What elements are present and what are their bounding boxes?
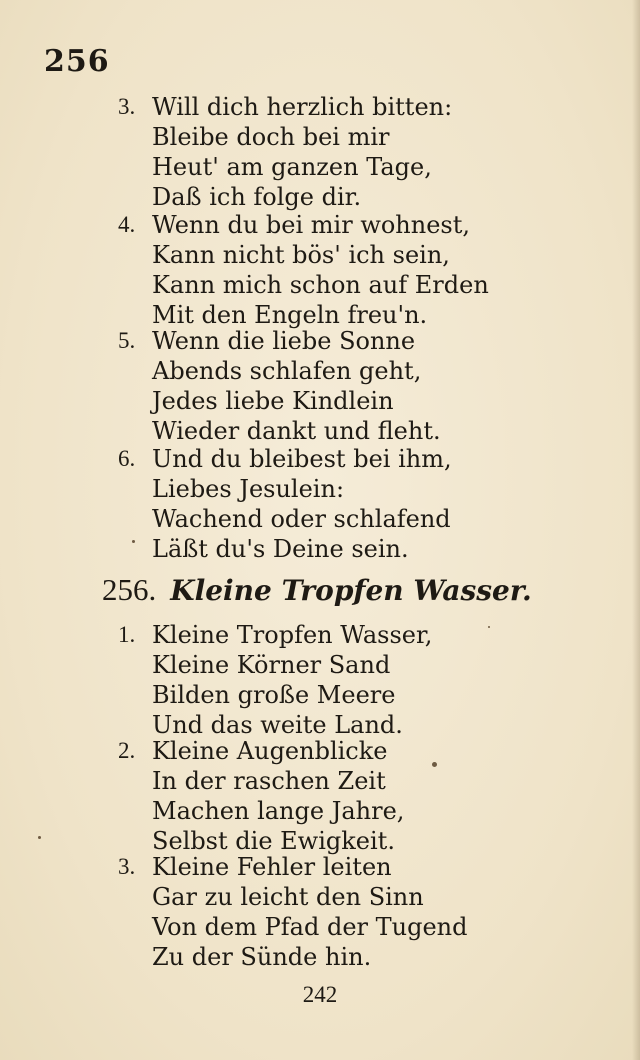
verse-line: Und du bleibest bei ihm, bbox=[152, 445, 452, 473]
verse-line: Kleine Augenblicke bbox=[152, 737, 388, 765]
verse-4-prev bbox=[118, 210, 489, 330]
hymn-number: 256. bbox=[102, 572, 157, 607]
verse-line: Liebes Jesulein: bbox=[152, 475, 345, 503]
verse-line: In der raschen Zeit bbox=[152, 767, 386, 795]
page-edge-shadow bbox=[632, 0, 640, 1060]
verse-line: Mit den Engeln freu'n. bbox=[152, 301, 428, 329]
verse-number: 6. bbox=[118, 446, 136, 471]
verse-5-prev bbox=[118, 326, 441, 446]
verse-number: 1. bbox=[118, 622, 136, 647]
verse-1-new bbox=[118, 620, 432, 740]
verse-lines bbox=[152, 210, 489, 330]
verse-lines bbox=[152, 326, 441, 446]
verse-line: Abends schlafen geht, bbox=[152, 357, 422, 385]
verse-line: Bilden große Meere bbox=[152, 681, 396, 709]
verse-lines bbox=[152, 852, 467, 972]
hymn-heading bbox=[102, 572, 532, 608]
verse-line: Bleibe doch bei mir bbox=[152, 123, 390, 151]
verse-line: Selbst die Ewigkeit. bbox=[152, 827, 395, 855]
verse-number: 4. bbox=[118, 212, 136, 237]
paper-speck bbox=[432, 762, 437, 767]
paper-speck bbox=[488, 626, 490, 628]
verse-number: 2. bbox=[118, 738, 136, 763]
verse-line: Zu der Sünde hin. bbox=[152, 943, 372, 971]
verse-line: Kleine Tropfen Wasser, bbox=[152, 621, 433, 649]
verse-line: Wenn die liebe Sonne bbox=[152, 327, 416, 355]
verse-line: Wachend oder schlafend bbox=[152, 505, 451, 533]
verse-6-prev bbox=[118, 444, 452, 564]
verse-line: Heut' am ganzen Tage, bbox=[152, 153, 432, 181]
paper-speck bbox=[132, 540, 135, 543]
verse-2-new bbox=[118, 736, 404, 856]
verse-line: Wieder dankt und fleht. bbox=[152, 417, 441, 445]
verse-lines bbox=[152, 92, 452, 212]
page-header-number: 256 bbox=[44, 44, 110, 79]
verse-line: Daß ich folge dir. bbox=[152, 183, 362, 211]
verse-line: Jedes liebe Kindlein bbox=[152, 387, 394, 415]
verse-number: 3. bbox=[118, 94, 136, 119]
verse-line: Kann mich schon auf Erden bbox=[152, 271, 489, 299]
verse-3-new bbox=[118, 852, 467, 972]
verse-line: Kleine Fehler leiten bbox=[152, 853, 392, 881]
verse-3-prev bbox=[118, 92, 452, 212]
verse-lines bbox=[152, 736, 404, 856]
verse-line: Gar zu leicht den Sinn bbox=[152, 883, 424, 911]
verse-lines bbox=[152, 620, 432, 740]
verse-line: Kleine Körner Sand bbox=[152, 651, 391, 679]
verse-line: Läßt du's Deine sein. bbox=[152, 535, 409, 563]
verse-line: Will dich herzlich bitten: bbox=[152, 93, 453, 121]
verse-line: Machen lange Jahre, bbox=[152, 797, 405, 825]
verse-lines bbox=[152, 444, 452, 564]
verse-line: Und das weite Land. bbox=[152, 711, 403, 739]
verse-line: Kann nicht bös' ich sein, bbox=[152, 241, 450, 269]
verse-line: Wenn du bei mir wohnest, bbox=[152, 211, 471, 239]
verse-number: 3. bbox=[118, 854, 136, 879]
verse-line: Von dem Pfad der Tugend bbox=[152, 913, 468, 941]
hymn-title: Kleine Tropfen Wasser. bbox=[170, 574, 532, 607]
paper-speck bbox=[38, 836, 41, 839]
verse-number: 5. bbox=[118, 328, 136, 353]
page-number-footer: 242 bbox=[302, 982, 338, 1007]
